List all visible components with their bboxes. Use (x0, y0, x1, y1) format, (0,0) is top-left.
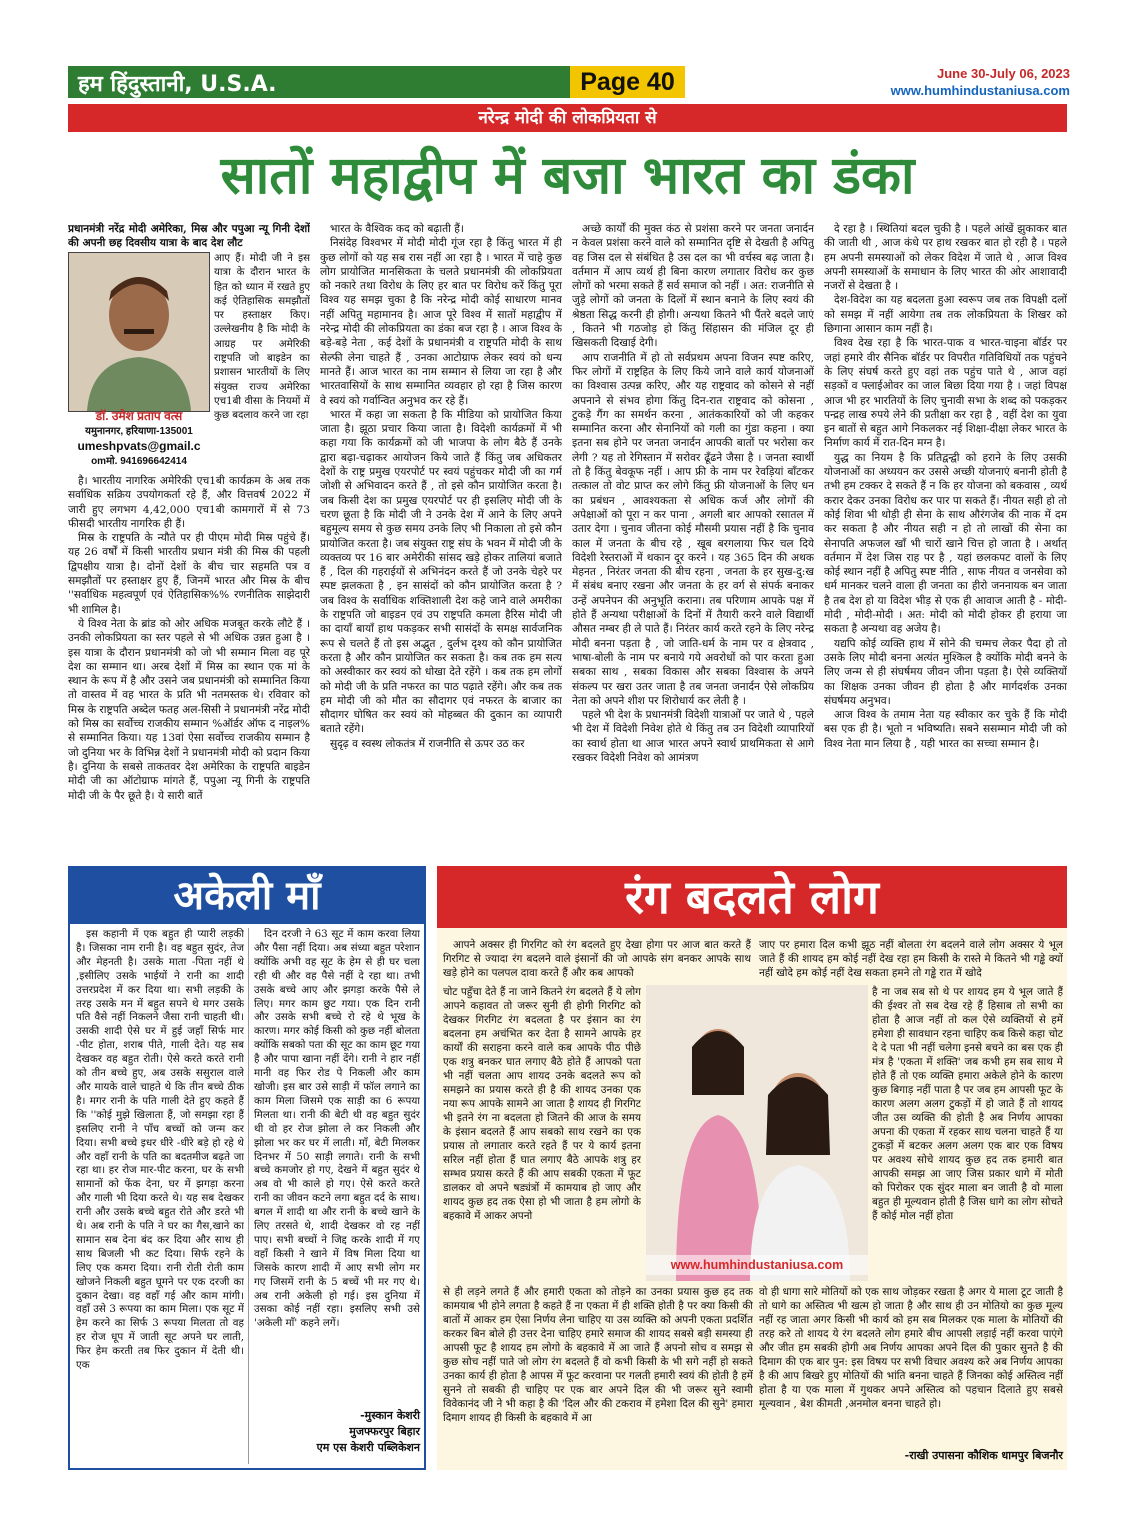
paragraph: विश्व देख रहा है कि भारत-पाक व भारत-चाइना बॉर्डर पर जहां हमारे वीर सैनिक बॉर्डर पर विपरीत गतिविधियों तक पहुंचने के लिए संघर्ष करते हुए वहां तक पहुंच पाते थे , आज वहां सड़कों व फ्लाईओवर का जाल बिछा दिया गया है । जहां विपक्ष आज भी हर भारतियों के लिए चुनावी सभा के शब्द को पकड़कर पन्द्रह लाख रुपये लेने की प्रतीक्षा कर रहा है , वहीं देश का युवा इन बातों से बहुत आगे निकलकर नई शिक्षा-दीक्षा लेकर भारत के निर्माण कार्य में रात-दिन मग्न है। (824, 337, 1067, 450)
article3-beside-photo-left: चोट पहुँचा देते हैं ना जाने कितने रंग बदलते हैं ये लोग आपने कहावत तो जरूर सुनी ही होगी गिरगिट को देखकर गिरगिट रंग बदलता है पर इंसान का रंग बदलना हम अचंभित कर देता है सामने आपके हर कार्यों की सराहना करने वाले कब आपके पीठ पीछे एक शत्रु बनकर घात लगाए बैठे होते हैं आपको पता भी नहीं चलता आप शायद उनके बदलते रूप को समझने का प्रयास करते ही है की शायद उनका एक नया रूप आपके सामने आ जाता है शायद ही गिरगिट भी इतने रंग ना बदलता हो जितने की आज के समय के इंसान बदलते हैं आप सबको साथ रखने का एक प्रयास तो लगातार करते रहते हैं पर ये कार्य इतना सरिल नहीं होता हैं घात लगाए बैठे आपके शत्रु हर सम्भव प्रयास करते हैं की आप सबकी एकता में फूट डालकर वो अपने षड्यंत्रों में कामयाब हो जाए और शायद कुछ हद तक ऐसा हो भी जाता है हम लोगो के बहकावे में आकर अपनो (443, 986, 641, 1222)
article1-col1-lead (68, 222, 310, 252)
paragraph: है। भारतीय नागरिक अमेरिकी एच1बी कार्यक्रम के अब तक सर्वाधिक सक्रिय उपयोगकर्ता रहे हैं, और वित्तवर्ष 2022 में जारी हुए लगभग 4,42,000 एच1बी कामगारों में से 73 फीसदी भारतीय नागरिक ही हैं। (68, 475, 310, 530)
paragraph: आज विश्व के तमाम नेता यह स्वीकार कर चुके हैं कि मोदी बस एक ही है। भूतो न भविष्यति। सबने ससम्मान मोदी जी को विश्व नेता मान लिया है , यही भारत का सच्चा सम्मान है। (824, 709, 1067, 750)
author-email[interactable]: umeshpvats@gmail.c (77, 439, 201, 453)
article3-photo (646, 985, 868, 1281)
website-link[interactable]: www.humhindustaniusa.com (890, 83, 1070, 98)
article1-lead-text: प्रधानमंत्री नरेंद्र मोदी अमेरिका, मिस्र और पपुआ न्यू गिनी देशों की अपनी छह दिवसीय यात्रा के बाद देश लौट (68, 223, 310, 250)
article3-title: रंग बदलते लोग (437, 866, 1067, 928)
article3-intro-right: जाए पर हमारा दिल कभी झूठ नहीं बोलता रंग बदलने वाले लोग अक्सर ये भूल जाते हैं की शायद हम कोई नहीं देख रहा हम किसी के रास्ते मे कितने भी गड्ढे क्यों नहीं खोदे हम कोई नहीं देख सकता हमने तो गड्ढे रात में खोदे (759, 939, 1063, 979)
author-photo (68, 252, 210, 412)
paragraph: दिन दरजी ने 63 सूट में काम करवा लिया और पैसा नहीं दिया। अब संध्या बहुत परेशान क्योंकि अभी वह सूट के हेम से ही घर चला रही थी और वह पैसे नहीं दे रहा था। तभी उसके बच्चे आए और झगड़ा करके पैसे ले लिए। मगर काम छुट गया। एक दिन रानी और उसके सभी बच्चे रो रहे थे भूख के कारण। मगर कोई किसी को कुछ नहीं बोलता क्योंकि सबको पता की सूट का काम छूट गया है और पापा खाना नहीं देंगे। रानी ने हार नहीं मानी वह फिर रोड पे निकली और काम खोजी। इस बार उसे साड़ी में फॉल लगाने का काम मिला जिसमे एक साड़ी का 6 रूपया मिलता था। रानी की बेटी थी वह बहुत सुदंर थी वो हर रोज झोला ले कर निकली और झोला भर कर घर में लाती। माँ, बेटी मिलकर दिनभर में 50 साड़ी लगाते। रानी के सभी बच्चे कमजोर हो गए, देखने में बहुत सुदंर थे अब वो भी काले हो गए। ऐसे करते करते रानी का जीवन कटने लगा बहुत दर्द के साथ। बगल में शादी था और रानी के बच्चे खाने के लिए तरसते थे, शादी देखकर वो रह नहीं पाए। सभी बच्चों ने जिद्द करके शादी में गए वहाँ किसी ने खाने में विष मिला दिया था जिसके कारण शादी में आए सभी लोग मर गए जिसमें रानी के 5 बच्चें भी मर गए थे। अब रानी अकेली हो गई। इस दुनिया में उसका कोई नहीं रहा। इसलिए सभी उसे 'अकेली माँ' कहने लगें। (254, 928, 420, 1330)
paragraph: युद्ध का नियम है कि प्रतिद्वन्द्वी को हराने के लिए उसकी योजनाओं का अध्ययन कर उससे अच्छी योजनाएं बनानी होती है तभी हम टक्कर दे सकते हैं न कि हर योजना को बकवास , व्यर्थ करार देकर उनका विरोध कर पार पा सकते हैं। नीयत सही हो तो कोई शिवा भी थोड़ी ही सेना के साथ औरंगजेब की नाक में दम कर सकता है और नीयत सही न हो तो लाखों की सेना का सेनापति अफजल खाँ भी चारों खाने चित्त हो जाता है । अर्थात् वर्तमान में देश जिस राह पर है , यहां छलकपट वालों के लिए कोई स्थान नहीं है अपितु स्पष्ट नीति , साफ नीयत व जनसेवा को धर्म मानकर चलने वाला ही जनता का हीरो जननायक बन जाता है तब देश हो या विदेश भीड़ से एक ही आवाज आती है - मोदी-मोदी , मोदी-मोदी । अत: मोदी को मोदी होकर ही हराया जा सकता है अन्यथा वह अजेय है। (824, 451, 1067, 636)
author-phone: omमो. 941696642414 (91, 456, 187, 467)
issue-date: June 30-July 06, 2023 (937, 66, 1070, 81)
paragraph: निसंदेह विश्वभर में मोदी मोदी गूंज रहा है किंतु भारत में ही कुछ लोगों को यह सब रास नहीं आ रहा है । भारत में चाहे कुछ लोग प्रायोजित मानसिकता के चलते प्रधानमंत्री की लोकप्रियता को नकारे तथा विरोध के लिए हर बात पर विरोध करें किंतु पूरा विश्व यह समझ चुका है कि नरेन्द्र मोदी कोई साधारण मानव नहीं अपितु महामानव है। आज पूरे विश्व में सातों महाद्वीप में नरेन्द्र मोदी की लोकप्रियता का डंका बज रहा है । आज विश्व के बड़े-बड़े नेता , कई देशों के प्रधानमंत्री व राष्ट्रपति मोदी के साथ सेल्फी लेना चाहते हैं , उनका आटोग्राफ लेकर स्वयं को धन्य मानते हैं। आज भारत का नाम सम्मान से लिया जा रहा है और भारतवासियों के साथ सम्मानित व्यवहार हो रहा है जिस कारण वे स्वयं को गर्वान्वित अनुभव कर रहे हैं। (320, 237, 562, 407)
page-number-label: Page 40 (570, 66, 685, 98)
photo-watermark: www.humhindustaniusa.com (646, 1255, 868, 1275)
article2-byline-author: -मुस्कान केशरी (360, 1409, 420, 1422)
paragraph: भारत में कहा जा सकता है कि मीडिया को प्रायोजित किया जाता है। झूठा प्रचार किया जाता है। विदेशी कार्यक्रमों में भी कहा गया कि कार्यक्रमों को जी भाजपा के लोग बैठे हैं उनके द्वारा बढ़ा-चढ़ाकर आयोजन किये जाते हैं किंतु जब अधिकतर देशों के राष्ट्र प्रमुख एयरपोर्ट पर स्वयं पहुंचकर मोदी जी का गर्म जोशी से अभिवादन करते हैं , तो इसे कौन प्रायोजित करता है। जब किसी देश का प्रमुख एयरपोर्ट पर ही इसलिए मोदी जी के चरण छूता है कि मोदी जी ने उनके देश में आने के लिए अपने बहुमूल्य समय से कुछ समय उनके लिए भी निकाला तो इसे कौन प्रायोजित करता है। जब संयुक्त राष्ट्र संघ के भवन में मोदी जी के व्यक्तव्य पर 16 बार अमेरीकी सांसद खड़े होकर तालियां बजाते हैं , दिल की गहराईयों से अभिनंदन करते हैं जो उनके चेहरे पर स्पष्ट झलकता है , इन सासंदों को कौन प्रायोजित करता है ? जब विश्व के सर्वाधिक शक्तिशाली देश कहे जाने वाले अमरीका के राष्ट्रपति जो बाइडन एवं उप राष्ट्रपति कमला हैरिस मोदी जी का दायाँ बायाँ हाथ पकड़कर सभी सासंदों के समक्ष सार्वजनिक रूप से चलते हैं तो इस अद्भुत , दुर्लभ दृश्य को कौन प्रायोजित करता है और कौन प्रायोजित कर सकता है। कब तक हम सत्य को अस्वीकार कर स्वयं को धोखा देते रहेंगे । कब तक हम लोगों को मोदी जी के प्रति नफरत का पाठ पढ़ाते रहेंगे। और कब तक हम मोदी जी को मौत का सौदागर एवं नफरत के बाजार का सौदागर घोषित कर स्वयं को मोहब्बत की दुकान का व्यापारी बताते रहेंगे। (320, 408, 562, 736)
article3-bottom-right: वो ही धागा सारे मोतियों को एक साथ जोड़कर रखता है अगर ये माला टूट जाती है तो धागे का अस्तित्व भी खत्म हो जाता है और साथ ही उन मोतियो का कुछ मूल्य नहीं रह जाता अगर किसी भी कार्य को हम सब मिलकर एक माला के मोतियों की तरह करे तो शायद ये रंग बदलते लोग हमारे बीच आपसी लड़ाई नहीं करवा पाएंगे और जीत हम सबकी होगी अब निर्णय आपका अपने दिल की पुकार सुनते है की दिमाग की एक बार पुन: इस विषय पर सभी विचार अवश्य करे अब निर्णय आपका है की आप बिखरे हुए मोतियों की भांति बनना चाहते हैं जिनका कोई अस्तित्व नहीं होता है या एक माला में गुथकर अपने अस्तित्व को पहचान दिलाते हुए सबसे मूल्यवान , बेश कीमती ,अनमोल बनना चाहते हो। (759, 1286, 1063, 1410)
paragraph: पहले भी देश के प्रधानमंत्री विदेशी यात्राओं पर जाते थे , पहले भी देश में विदेशी निवेश होते थे किंतु तब उन विदेशी व्यापारियों का स्वार्थ होता था आज भारत अपने स्वार्थ प्राथमिकता से आगे रखकर विदेशी निवेश को आमंत्रण (572, 709, 814, 764)
paragraph: सुदृढ़ व स्वस्थ लोकतंत्र में राजनीति से ऊपर उठ कर (330, 737, 525, 750)
article2-col2 (254, 928, 420, 1404)
paragraph: भारत के वैश्विक कद को बढ़ाती हैं। (330, 223, 464, 235)
article1-col1-body (68, 474, 310, 854)
paragraph: देश-विदेश का यह बदलता हुआ स्वरूप जब तक विपक्षी दलों को समझ में नहीं आयेगा तब तक लोकप्रियता के शिखर को छिगाना आसान काम नहीं है। (824, 294, 1067, 336)
article2-byline-place: मुजफ्फरपुर बिहार (349, 1425, 420, 1438)
article1-col1-beside-photo: आए हैं। मोदी जी ने इस यात्रा के दौरान भारत के हित को ध्यान में रखते हुए कई ऐतिहासिक समझौतों पर हस्ताक्षर किए। उल्लेखनीय है कि मोदी के आग्रह पर अमेरिकी राष्ट्रपति जो बाइडेन का प्रशासन भारतीयों के लिए संयुक्त राज्य अमेरिका एच1बी वीसा के नियमों में कुछ बदलाव करने जा रहा (214, 253, 310, 422)
article2-byline-publication: एम एस केशरी पब्लिकेशन (316, 1441, 420, 1454)
paragraph: मिस्र के राष्ट्रपति के न्यौते पर ही पीएम मोदी मिस्र पहुंचे हैं। यह 26 वर्षों में किसी भारतीय प्रधान मंत्री की मिस्र की पहली द्विपक्षीय यात्रा है। दोनों देशों के बीच चार सहमति पत्र व समझौतों पर हस्ताक्षर हुए हैं, जिनमें भारत और मिस्र के बीच ''सर्वाधिक महत्वपूर्ण एवं ऐतिहासिक%% रणनीतिक साझेदारी भी शामिल है। (68, 532, 310, 616)
author-place: यमुनानगर, हरियाणा-135001 (85, 426, 193, 437)
article1-strap: नरेन्द्र मोदी की लोकप्रियता से (68, 104, 1067, 132)
article1-col2 (320, 222, 562, 854)
article1-col4 (824, 222, 1067, 854)
masthead-title: हम हिंदुस्तानी, U.S.A. (78, 72, 277, 97)
article2-title: अकेली माँ (70, 868, 424, 924)
paragraph: दे रहा है । स्थितियां बदल चुकी है । पहले आंखें झुकाकर बात की जाती थी , आज कंधे पर हाथ रखकर बात हो रही है । पहले हम अपनी समस्याओं को लेकर विदेश में जाते थे , आज विश्व अपनी समस्याओं के समाधान के लिए भारत की ओर आशावादी नजरों से देखता है । (824, 223, 1067, 293)
article1-headline: सातों महाद्वीप में बजा भारत का डंका (220, 146, 915, 206)
article2-col1 (76, 928, 244, 1464)
paragraph: अच्छे कार्यों की मुक्त कंठ से प्रशंसा करने पर जनता जनार्दन न केवल प्रशंसा करने वाले को सम्मानित दृष्टि से देखती है अपितु वह जिस दल से संबंधित है उस दल का भी वर्चस्व बढ़ जाता है। वर्तमान में आप व्यर्थ ही बिना कारण लगातार विरोध कर कुछ लोगों को भरमा सकते हैं सर्व समाज को नहीं । अत: राजनीति से जुड़े लोगों को जनता के दिलों में स्थान बनाने के लिए स्वयं की श्रेष्ठता सिद्ध करनी ही होगी। अन्यथा कितने भी पैंतरे बदले जाएं , कितने भी गठजोड़ हो किंतु सिंहासन की मंजिल दूर ही खिसकती दिखाई देगी। (572, 223, 814, 350)
author-name: डॉ. उमेश प्रताप वत्स (95, 409, 183, 423)
article3-intro-left (443, 938, 751, 984)
paragraph: इस कहानी में एक बहुत ही प्यारी लड़की है। जिसका नाम रानी है। वह बहुत सुदंर, तेज और मेहनती है। उसके माता -पिता नहीं थे ,इसीलिए उसके भाईयों ने रानी का शादी उत्तरप्रदेश में कर दिया था। सभी लड़की के तरह उसके मन में बहुत सपने थे मगर उसके पति वैसे नहीं निकलने जैसा रानी चाहती थी। उसकी शादी ऐसे घर में हुई जहाँ सिर्फ मार -पीट होता, शराब पीते, गाली देते। यह सब देखकर वह बहुत रोती। ऐसे करते करते रानी को तीन बच्चे हुए, अब उसके ससुराल वाले और मायके वाले चाहते थे कि तीन बच्चे ठीक है। मगर रानी के पति गाली देते हुए कहते हैं कि ''कोई मुझे खिलाता हैं, जो समझा रहा हैं इसलिए रानी ने पाँच बच्चों को जन्म कर दिया। सभी बच्चे इधर धीरे -धीरे बड़े हो रहे थे और वहाँ रानी के पति का बदतमीज बढ़ते जा रहा था। हर रोज मार-पीट करना, घर के सभी सामानों को फेंक देना, घर में झगड़ा करना और गाली भी दिया करते थे। यह सब देखकर रानी और उसके बच्चे बहुत रोते और डरते भी थे। अब रानी के पति ने घर का गैस,खाने का सामान सब देना बंद कर दिया और साथ ही साथ बिजली भी कट दिया। सिर्फ रहने के लिए एक कमरा दिया। रानी रोती रोती काम खोजने निकली बहुत घूमने पर एक दरजी का दुकान देखा। वह वहाँ गई और काम मांगी। वहाँ उसे 3 रूपया का काम मिला। एक सूट में हेम करने का सिर्फ 3 रूपया मिलता तो वह हर रोज धूप में जाती सूट अपने घर लाती, फिर हेम करती तब फिर दुकान में देती थी। एक (76, 928, 244, 1372)
article1-col3 (572, 222, 814, 854)
two-women-photo-icon (646, 985, 868, 1281)
column-divider (248, 928, 249, 1464)
article3-bottom-left: से ही लड़ने लगते हैं और हमारी एकता को तोड़ने का उनका प्रयास कुछ हद तक कामयाब भी होने लगता है कहते हैं ना एकता में ही शक्ति होती है पर क्या किसी की बातों में आकर हम ऐसा निर्णय लेना चाहिए या उस व्यक्ति को अपनी एकता प्रदर्शित करकर बिन बोले ही उत्तर देना चाहिए हमारे समाज की शायद सबसे बड़ी समस्या ही आपसी फूट है शायद हम लोगो के बहकावे में आ जाते हैं अपनो सोच व समझ से कुछ सोच नहीं पाते जो लोग रंग बदलते हैं वो कभी किसी के भी सगे नहीं हो सकते उनका कार्य ही होता है आपस में फूट करवाना पर गलती हमारी स्वयं की होती है हमें सुनने तो सबकी ही चाहिए पर एक बार अपने दिल की भी जरूर सुने स्वामी विवेकानंद जी ने भी कहा है की 'दिल और की टकराव में हमेशा दिल की सुने' हमारा दिमाग शायद ही किसी के बहकावे में आ (443, 1286, 753, 1424)
article3-beside-photo-right: है ना जब सब सो थे पर शायद हम ये भूल जाते हैं की ईश्वर तो सब देख रहे हैं हिसाब तो सभी का होता है आज नहीं तो कल ऐसे व्यक्तियों से हमें हमेशा ही सावधान रहना चाहिए कब किसे कहा चोट दे दे पता भी नहीं चलेगा इनसे बचने का बस एक ही मंत्र है 'एकता में शक्ति' जब कभी हम सब साथ मे होते हैं तो एक व्यक्ति हमारा अकेले होने के कारण कुछ बिगाड़ नहीं पाता है पर जब हम आपसी फूट के कारण अलग अलग टुकड़ों में हो जाते हैं तो शायद जीत उस व्यक्ति की होती है अब निर्णय आपका अपना की एकता में रहकर साथ चलना चाहते हैं या टुकड़ों में बटकर अलग अलग एक बार एक विषय पर अवश्य सोचे शायद कुछ हद तक हमारी बात आपकी समझ आ जाए जिस प्रकार धागे में मोती को पिरोकर एक सुंदर माला बन जाती है वो माला बहुत ही मूल्यवान होती है जिस धागे का लोग सोचते हैं कोई मोल नहीं होता (872, 986, 1063, 1222)
author-portrait-icon (69, 253, 209, 411)
paragraph: आप राजनीति में हो तो सर्वप्रथम अपना विजन स्पष्ट करिए, फिर लोगों में राष्ट्रहित के लिए किये जाने वाले कार्य योजनाओं का विश्वास उत्पन्न करिए, और यह राष्ट्रवाद को कोसने से नहीं अपनाने से संभव होगा किंतु दिन-रात राष्ट्रवाद को कोसना , टुकड़े गैंग का समर्थन करना , आतंककारियों को जी कहकर सम्मानित करना और सेनानियों को गली का गुंडा कहना । क्या इतना सब होने पर जनता जनार्दन आपकी बातों पर भरोसा कर लेगी ? यह तो रेगिस्तान में सरोवर ढूँढने जैसा है । जनता स्वार्थी तो है किंतु बेवकूफ नहीं । आप फ्री के नाम पर रेवड़ियां बाँटकर तत्काल तो वोट प्राप्त कर लोगे किंतु फ्री योजनाओं के लिए धन का प्रबंधन , आवश्यकता से अधिक कर्ज और लोगों की अपेक्षाओं को पूरा न कर पाना , अगली बार आपको रसातल में उतार देगा । चुनाव जीतना कोई मौसमी प्रयास नहीं है कि चुनाव काल में जनता के बीच रहे , खूब बरगलाया फिर चल दिये विदेशी रेस्तराओं में थकान दूर करने । यह 365 दिन की अथक मेहनत , निरंतर जनता की बीच रहना , जनता के हर सुख-दु:ख में संबंध बनाए रखना और जनता के हर वर्ग से संपर्क बनाकर उन्हें अपनेपन की अनुभूति कराना। तब परिणाम आपके पक्ष में होते हैं अन्यथा परीक्षाओं के दिनों में तैयारी करने वाले विद्यार्थी औसत नम्बर ही ले पाते हैं। निरंतर कार्य करते रहने के लिए नरेन्द्र मोदी बनना पड़ता है , जो जाति-धर्म के नाम पर व क्षेत्रवाद , भाषा-बोली के नाम पर बनाये गये अवरोधों को पार करता हुआ सबका साथ , सबका विकास और सबका विश्वास के अपने संकल्प पर खरा उतर जाता है तब जनता जनार्दन ऐसे लोकप्रिय नेता को अपने शीश पर शिरोधार्य कर लेती है । (572, 351, 814, 707)
article3-byline: -राखी उपासना कौशिक धामपुर बिजनौर (904, 1449, 1063, 1462)
paragraph: ये विश्व नेता के ब्रांड को ओर अधिक मजबूत करके लौटे हैं । उनकी लोकप्रियता का स्तर पहले से भी अधिक उन्नत हुआ है । इस यात्रा के दौरान प्रधानमंत्री को जो भी सम्मान मिला वह पूरे देश का सम्मान था। अरब देशों में मिस्र का स्थान एक मां के स्थान के रूप में है और उसने जब प्रधानमंत्री को सम्मानित किया तो वास्तव में वह भारत के प्रति भी नतमस्तक थे। रविवार को मिस्र के राष्ट्रपति अब्देल फतह अल-सिसी ने प्रधानमंत्री नरेंद्र मोदी को मिस्र का सर्वोच्च राजकीय सम्मान %ऑर्डर ऑफ द नाइल% से सम्मानित किया। यह 13वां ऐसा सर्वोच्च राजकीय सम्मान है जो दुनिया भर के विभिन्न देशों ने प्रधानमंत्री मोदी को प्रदान किया है। दुनिया के सबसे ताकतवर देश अमेरिका के राष्ट्रपति बाइडेन मोदी जी का ऑटोग्राफ मांगते हैं, पपुआ न्यू गिनी के राष्ट्रपति मोदी जी के पैर छूते है। ये सारी बातें (68, 617, 310, 802)
paragraph: यद्यपि कोई व्यक्ति हाथ में सोने की चम्मच लेकर पैदा हो तो उसके लिए मोदी बनना अत्यंत मुश्किल है क्योंकि मोदी बनने के लिए जन्म से ही संघर्षमय जीवन जीना पड़ता है। ऐसे व्यक्तियों का शिक्षक उनका जीवन ही होता है और मार्गदर्शक उनका संघर्षमय अनुभव। (824, 637, 1067, 707)
paragraph: आपने अक्सर ही गिरगिट को रंग बदलते हुए देखा होगा पर आज बात करते हैं गिरगिट से ज्यादा रंग बदलने वाले इंसानों की जो आपके संग बनकर आपके साथ खड़े होने का पलपल दावा करते हैं और कब आपको (443, 939, 751, 979)
